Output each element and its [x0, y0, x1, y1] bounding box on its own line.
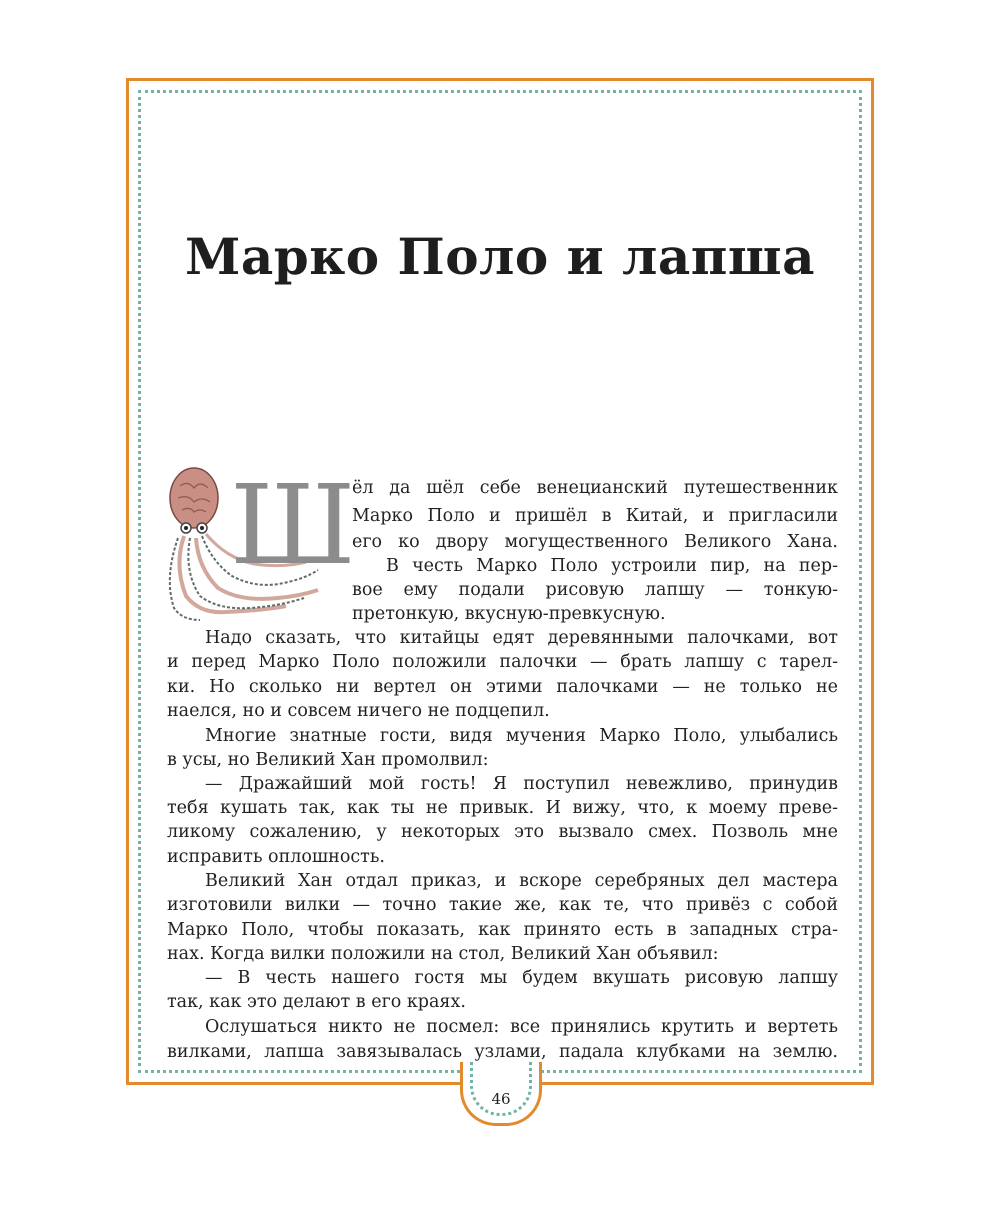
text-line: претонкую, вкусную-превкусную. — [352, 604, 666, 624]
text-line: изготовили вилки — точно такие же, как те, что привёз с собой — [167, 895, 838, 915]
text-line: Многие знатные гости, видя мучения Марко Поло, улыбались — [205, 726, 838, 746]
drop-cap: Ш — [230, 461, 356, 589]
text-line: и перед Марко Поло положили палочки — брать лапшу с тарел- — [167, 652, 838, 672]
text-line: ёл да шёл себе венецианский путешественник — [352, 478, 838, 498]
text-line: вилками, лапша завязывалась узлами, падала клубками на землю. — [167, 1042, 838, 1062]
text-line: его ко двору могущественного Великого Хана. — [352, 532, 838, 552]
text-line: Великий Хан отдал приказ, и вскоре серебряных дел мастера — [205, 871, 838, 891]
text-line: тебя кушать так, как ты не привык. И вижу, что, к моему преве- — [167, 798, 838, 818]
text-line: Марко Поло и пришёл в Китай, и пригласили — [352, 506, 838, 526]
text-line: — Дражайший мой гость! Я поступил невежливо, принудив — [205, 774, 838, 794]
text-line: ки. Но сколько ни вертел он этими палочками — не только не — [167, 677, 838, 697]
text-line: в усы, но Великий Хан промолвил: — [167, 750, 489, 770]
text-line: так, как это делают в его краях. — [167, 992, 466, 1012]
text-line: Надо сказать, что китайцы едят деревянными палочками, вот — [205, 628, 838, 648]
text-line: нах. Когда вилки положили на стол, Великий Хан объявил: — [167, 944, 719, 964]
text-line: исправить оплошность. — [167, 847, 385, 867]
text-line: наелся, но и совсем ничего не подцепил. — [167, 701, 550, 721]
text-line: вое ему подали рисовую лапшу — тонкую- — [352, 580, 838, 600]
text-line: Ослушаться никто не посмел: все принялись крутить и вертеть — [205, 1017, 838, 1037]
page-number: 46 — [491, 1090, 511, 1108]
text-line: ликому сожалению, у некоторых это вызвало смех. Позволь мне — [167, 822, 838, 842]
text-line: Марко Поло, чтобы показать, как принято есть в западных стра- — [167, 920, 838, 940]
text-line: — В честь нашего гостя мы будем вкушать рисовую лапшу — [205, 968, 838, 988]
chapter-title: Марко Поло и лапша — [184, 227, 816, 286]
text-line: В честь Марко Поло устроили пир, на пер- — [386, 556, 838, 576]
